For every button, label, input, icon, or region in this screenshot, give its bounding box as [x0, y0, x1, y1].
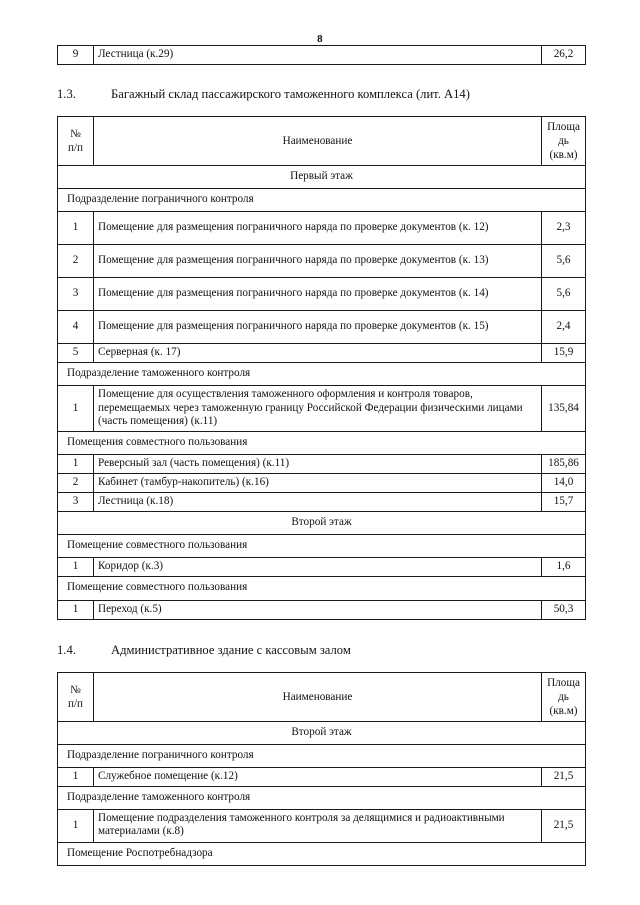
row-area: 15,7: [542, 493, 586, 512]
continuation-table-body: [58, 46, 586, 65]
row-name: Лестница (к.29): [94, 46, 542, 65]
column-header-area-line2: (кв.м): [549, 149, 578, 162]
table-row: [58, 344, 586, 363]
spacer: [0, 620, 640, 643]
column-header-area-line1: Площадь: [547, 676, 580, 703]
row-number: 5: [58, 344, 94, 363]
column-header-name: Наименование: [94, 672, 542, 721]
section-heading-1-4: [0, 643, 640, 658]
section-title: Административное здание с кассовым залом: [111, 642, 351, 657]
column-header-area: [542, 117, 586, 166]
section-number: 1.4.: [57, 642, 76, 657]
spacer: [0, 65, 640, 87]
table-1-4-body: [58, 672, 586, 865]
table-row: [58, 212, 586, 245]
row-name: Кабинет (тамбур-накопитель) (к.16): [94, 473, 542, 492]
table-row: [58, 558, 586, 577]
group-row: [58, 363, 586, 386]
column-header-area-line1: Площадь: [547, 121, 580, 148]
floor-row: [58, 166, 586, 189]
table-row: [58, 245, 586, 278]
group-label: Подразделение таможенного контроля: [58, 363, 586, 386]
group-row: [58, 577, 586, 600]
row-number: 3: [58, 493, 94, 512]
group-row: [58, 535, 586, 558]
floor-label: Первый этаж: [58, 166, 586, 189]
group-label: Подразделение пограничного контроля: [58, 189, 586, 212]
group-row: [58, 189, 586, 212]
row-number: 4: [58, 311, 94, 344]
table-row: [58, 454, 586, 473]
row-number: 1: [58, 600, 94, 619]
table-row: [58, 311, 586, 344]
spacer: [0, 102, 640, 116]
row-area: 26,2: [542, 46, 586, 65]
row-name: Помещение для размещения пограничного наряда по проверке документов (к. 14): [94, 278, 542, 311]
floor-label: Второй этаж: [58, 512, 586, 535]
section-title: Багажный склад пассажирского таможенного комплекса (лит. А14): [111, 87, 470, 102]
row-number: 1: [58, 767, 94, 786]
table-row: [58, 809, 586, 842]
column-header-number-line2: п/п: [67, 142, 84, 155]
row-name: Коридор (к.3): [94, 558, 542, 577]
table-header-row: [58, 117, 586, 166]
row-name: Помещение для осуществления таможенного оформления и контроля товаров, перемещаемых через таможенную границу Российской Федерации физическими лицами (часть помещения) (к.11): [94, 386, 542, 431]
column-header-number-line1: №: [70, 128, 81, 141]
table-header-row: [58, 672, 586, 721]
row-number: 1: [58, 454, 94, 473]
section-number: 1.3.: [57, 87, 76, 102]
table-row: [58, 767, 586, 786]
row-name: Реверсный зал (часть помещения) (к.11): [94, 454, 542, 473]
row-number: 9: [58, 46, 94, 65]
row-number: 1: [58, 809, 94, 842]
row-area: 50,3: [542, 600, 586, 619]
row-area: 1,6: [542, 558, 586, 577]
row-area: 15,9: [542, 344, 586, 363]
table-row: [58, 600, 586, 619]
row-area: 135,84: [542, 386, 586, 431]
row-name: Служебное помещение (к.12): [94, 767, 542, 786]
column-header-number-line1: №: [70, 683, 81, 696]
row-area: 5,6: [542, 278, 586, 311]
row-number: 1: [58, 212, 94, 245]
row-name: Переход (к.5): [94, 600, 542, 619]
group-row: [58, 786, 586, 809]
row-name: Помещение для размещения пограничного наряда по проверке документов (к. 15): [94, 311, 542, 344]
row-number: 3: [58, 278, 94, 311]
section-heading-1-3: [0, 87, 640, 102]
group-label: Подразделение таможенного контроля: [58, 786, 586, 809]
column-header-number-line2: п/п: [67, 697, 84, 710]
table-1-3: [57, 116, 586, 620]
row-number: 2: [58, 473, 94, 492]
column-header-number: [58, 672, 94, 721]
group-label: Помещения совместного пользования: [58, 431, 586, 454]
page-number: 8: [317, 33, 323, 45]
table-row: [58, 278, 586, 311]
group-row: [58, 744, 586, 767]
table-row: [58, 46, 586, 65]
table-row: [58, 493, 586, 512]
table-1-3-body: [58, 117, 586, 620]
group-row: [58, 431, 586, 454]
floor-row: [58, 721, 586, 744]
row-area: 14,0: [542, 473, 586, 492]
row-area: 2,3: [542, 212, 586, 245]
column-header-name: Наименование: [94, 117, 542, 166]
column-header-number: [58, 117, 94, 166]
group-label: Помещение совместного пользования: [58, 577, 586, 600]
row-area: 21,5: [542, 809, 586, 842]
row-name: Помещение для размещения пограничного наряда по проверке документов (к. 13): [94, 245, 542, 278]
row-area: 185,86: [542, 454, 586, 473]
group-row: [58, 842, 586, 865]
floor-row: [58, 512, 586, 535]
continuation-table: [57, 45, 586, 65]
table-row: [58, 473, 586, 492]
row-name: Серверная (к. 17): [94, 344, 542, 363]
row-number: 1: [58, 386, 94, 431]
spacer: [0, 658, 640, 672]
row-number: 2: [58, 245, 94, 278]
row-area: 21,5: [542, 767, 586, 786]
row-name: Помещение для размещения пограничного наряда по проверке документов (к. 12): [94, 212, 542, 245]
floor-label: Второй этаж: [58, 721, 586, 744]
row-name: Лестница (к.18): [94, 493, 542, 512]
table-row: [58, 386, 586, 431]
row-name: Помещение подразделения таможенного контроля за делящимися и радиоактивными материалами (к.8): [94, 809, 542, 842]
group-label: Подразделение пограничного контроля: [58, 744, 586, 767]
row-number: 1: [58, 558, 94, 577]
row-area: 2,4: [542, 311, 586, 344]
column-header-area-line2: (кв.м): [549, 704, 578, 717]
row-area: 5,6: [542, 245, 586, 278]
column-header-area: [542, 672, 586, 721]
group-label: Помещение совместного пользования: [58, 535, 586, 558]
group-label: Помещение Роспотребнадзора: [58, 842, 586, 865]
table-1-4: [57, 672, 586, 866]
